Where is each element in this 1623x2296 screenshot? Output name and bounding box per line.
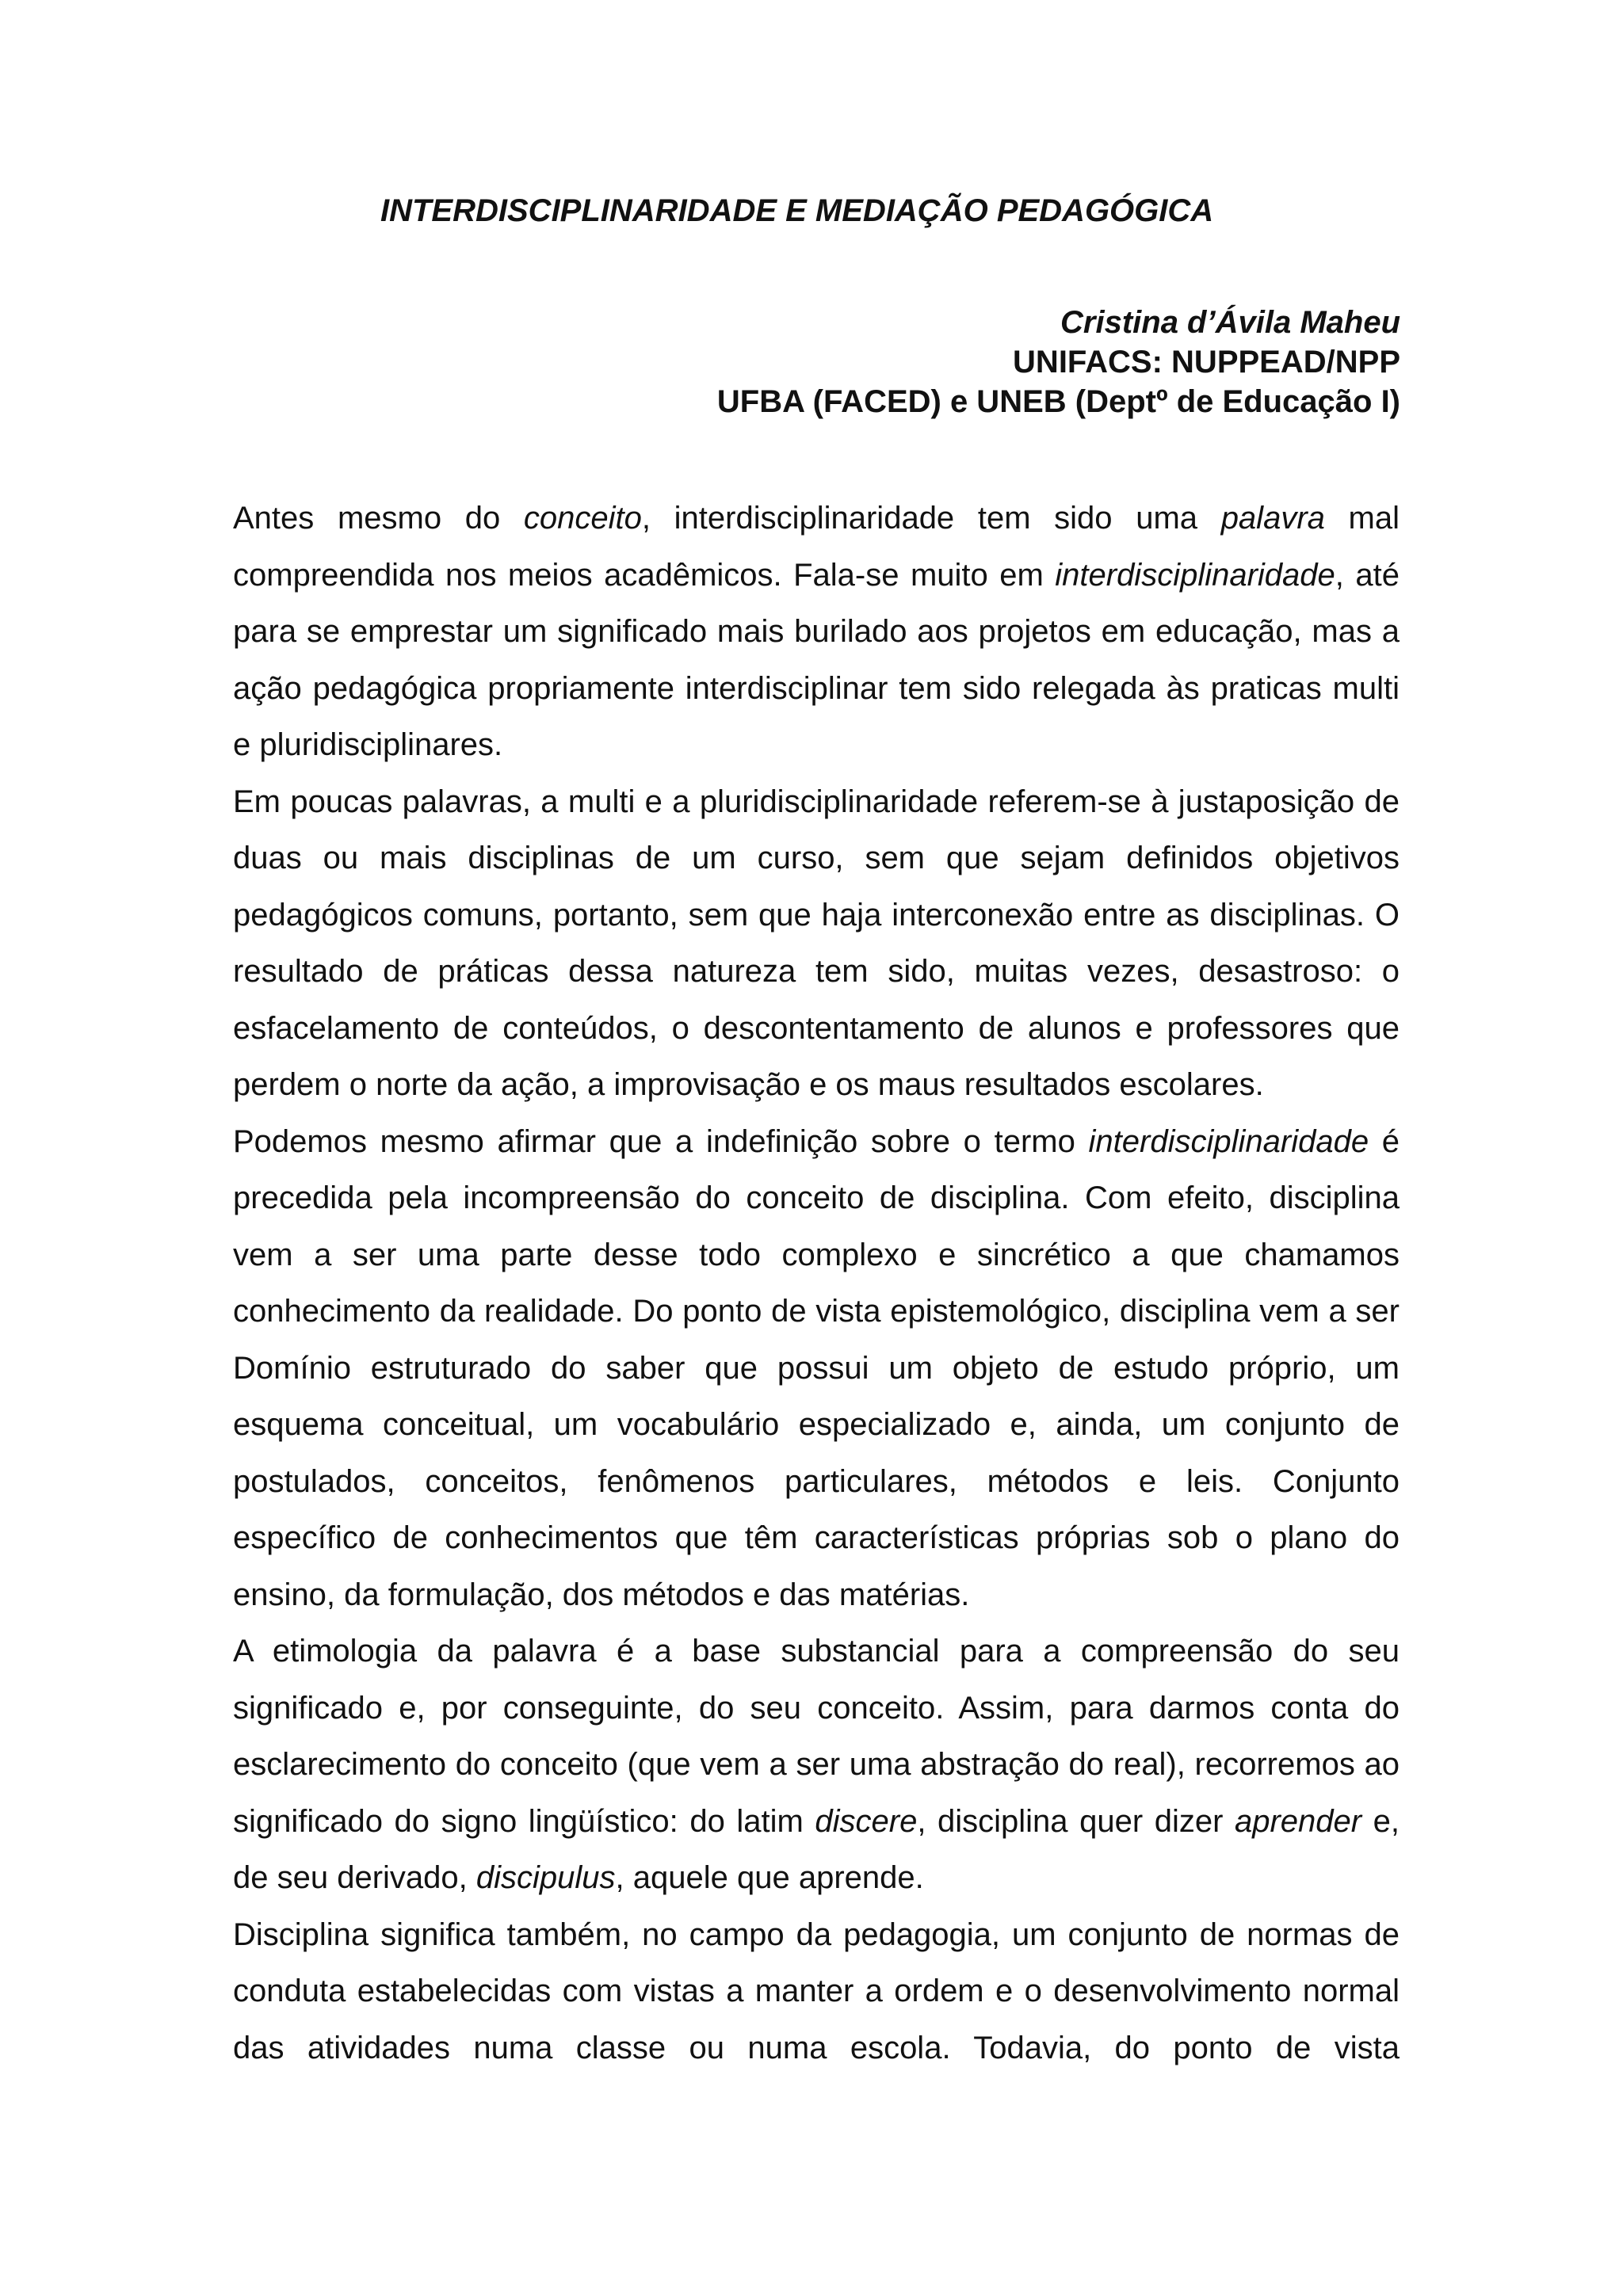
text-run: Podemos mesmo afirmar que a indefinição sobre o termo — [233, 1123, 1089, 1159]
text-run: , disciplina quer dizer — [917, 1803, 1235, 1839]
italic-term: discipulus — [475, 1860, 616, 1895]
paragraph — [233, 1907, 1400, 2077]
paragraph — [233, 490, 1400, 774]
italic-term: aprender — [1234, 1803, 1362, 1839]
italic-term: palavra — [1220, 501, 1325, 536]
document-title: INTERDISCIPLINARIDADE E MEDIAÇÃO PEDAGÓGICA — [380, 193, 1214, 228]
paragraph — [233, 774, 1400, 1114]
paragraph — [233, 1114, 1400, 1624]
paragraph — [233, 1623, 1400, 1907]
author-block — [717, 303, 1400, 421]
text-run: Em poucas palavras, a multi e a pluridisciplinaridade referem-se à justaposição de duas ou mais disciplinas de um curso, sem que sejam definidos objetivos pedagógicos comuns, portanto, sem que haja interconexão entre as disciplinas. O resultado de práticas dessa natureza tem sido, muitas vezes, desastroso: o esfacelamento de conteúdos, o descontentamento de alunos e professores que perdem o norte da ação, a improvisação e os maus resultados escolares. — [233, 784, 1400, 1102]
italic-term: interdisciplinaridade — [1055, 557, 1335, 593]
body-text — [233, 490, 1400, 2077]
text-run: , até para se emprestar um significado mais burilado aos projetos em educação, mas a ação pedagógica propriamente interdisciplinar tem sido relegada às praticas multi e pluridisciplinares. — [233, 557, 1400, 762]
italic-term: conceito — [523, 501, 642, 536]
text-run: , aquele que aprende. — [615, 1860, 924, 1895]
italic-term: discere — [815, 1803, 918, 1839]
text-run: Disciplina significa também, no campo da pedagogia, um conjunto de normas de conduta estabelecidas com vistas a manter a ordem e o desenvolvimento normal das atividades numa classe ou numa escola. Todavia, do ponto de vista — [233, 1917, 1400, 2065]
text-run: Antes mesmo do — [233, 501, 524, 536]
author-name: Cristina d’Ávila Maheu — [1060, 305, 1400, 340]
text-run: A etimologia da palavra é a base substancial para a compreensão do seu significado e, por conseguinte, do seu conceito. Assim, para darmos conta do esclarecimento do conceito (que vem a ser uma abstração do real), recorremos ao significado do signo lingüístico: do latim — [233, 1634, 1400, 1839]
author-affiliation-2: UFBA (FACED) e UNEB (Deptº de Educação I) — [716, 384, 1400, 419]
text-run: é precedida pela incompreensão do conceito de disciplina. Com efeito, disciplina vem a ser uma parte desse todo complexo e sincrético a que chamamos conhecimento da realidade. Do ponto de vista epistemológico, disciplina vem a ser Domínio estruturado do saber que possui um objeto de estudo próprio, um esquema conceitual, um vocabulário especializado e, ainda, um conjunto de postulados, conceitos, fenômenos particulares, métodos e leis. Conjunto específico de conhecimentos que têm características próprias sob o plano do ensino, da formulação, dos métodos e das matérias. — [233, 1123, 1400, 1612]
italic-term: interdisciplinaridade — [1088, 1123, 1369, 1159]
author-affiliation-1: UNIFACS: NUPPEAD/NPP — [1013, 345, 1400, 379]
text-run: mal compreendida nos meios acadêmicos. Fala-se muito em — [233, 501, 1400, 593]
text-run: , interdisciplinaridade tem sido uma — [641, 501, 1221, 536]
text-run: e, de seu derivado, — [233, 1803, 1400, 1895]
